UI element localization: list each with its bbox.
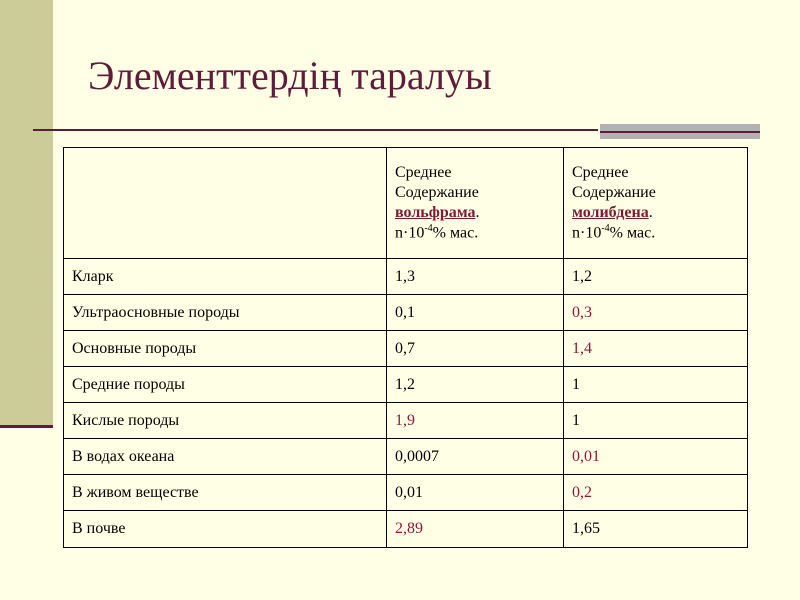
table-row-living-matter [64,475,748,511]
tungsten-value: 1,3 [387,259,564,295]
header-tungsten-line1: Среднее [395,163,452,181]
tungsten-value: 0,7 [387,331,564,367]
table-row-ocean-water [64,439,748,475]
row-label: Кларк [64,259,387,295]
table-header-row [64,148,748,259]
header-molybdenum-line1: Среднее [572,163,629,181]
table-row-ultrabasic [64,295,748,331]
row-label: Ультраосновные породы [64,295,387,331]
row-label: В почве [64,511,387,548]
header-tungsten-unit [395,223,555,243]
header-molybdenum-element-line [572,203,739,223]
header-molybdenum-unit [572,223,739,243]
row-label: В живом веществе [64,475,387,511]
header-molybdenum-exponent: -4 [601,222,610,234]
header-molybdenum-unit-suffix: % мас. [609,224,656,242]
table-row-basic [64,331,748,367]
header-molybdenum-unit-prefix: n·10 [572,224,602,242]
header-molybdenum-trail: . [648,203,653,221]
molybdenum-value: 0,2 [564,475,748,511]
slide-title: Элементтердің таралуы [88,53,492,98]
header-tungsten-cell [387,148,564,259]
molybdenum-value: 1 [564,367,748,403]
molybdenum-value: 0,3 [564,295,748,331]
tungsten-value: 1,2 [387,367,564,403]
header-tungsten-trail: . [475,203,480,221]
header-molybdenum-element: молибдена [572,203,649,221]
header-tungsten-line2: Содержание [395,183,479,201]
distribution-table [63,147,748,548]
header-tungsten-exponent: -4 [424,222,433,234]
header-molybdenum-line2: Содержание [572,183,656,201]
tungsten-value: 1,9 [387,403,564,439]
table-row-clarke [64,259,748,295]
tungsten-value: 2,89 [387,511,564,548]
left-decorative-band [0,0,53,428]
table-row-acidic [64,403,748,439]
tungsten-value: 0,0007 [387,439,564,475]
title-divider-line [33,129,598,131]
table-row-intermediate [64,367,748,403]
header-corner-cell [64,148,387,259]
row-label: В водах океана [64,439,387,475]
table-row-soil [64,511,748,548]
molybdenum-value: 1 [564,403,748,439]
header-tungsten-element-line [395,203,555,223]
tungsten-value: 0,1 [387,295,564,331]
row-label: Основные породы [64,331,387,367]
molybdenum-value: 1,2 [564,259,748,295]
title-divider-block [600,124,760,139]
tungsten-value: 0,01 [387,475,564,511]
molybdenum-value: 0,01 [564,439,748,475]
molybdenum-value: 1,4 [564,331,748,367]
header-tungsten-unit-suffix: % мас. [432,224,479,242]
left-band-underline [0,425,53,428]
header-tungsten-unit-prefix: n·10 [395,224,425,242]
row-label: Кислые породы [64,403,387,439]
molybdenum-value: 1,65 [564,511,748,548]
header-molybdenum-cell [564,148,748,259]
row-label: Средние породы [64,367,387,403]
header-tungsten-element: вольфрама [395,203,476,221]
